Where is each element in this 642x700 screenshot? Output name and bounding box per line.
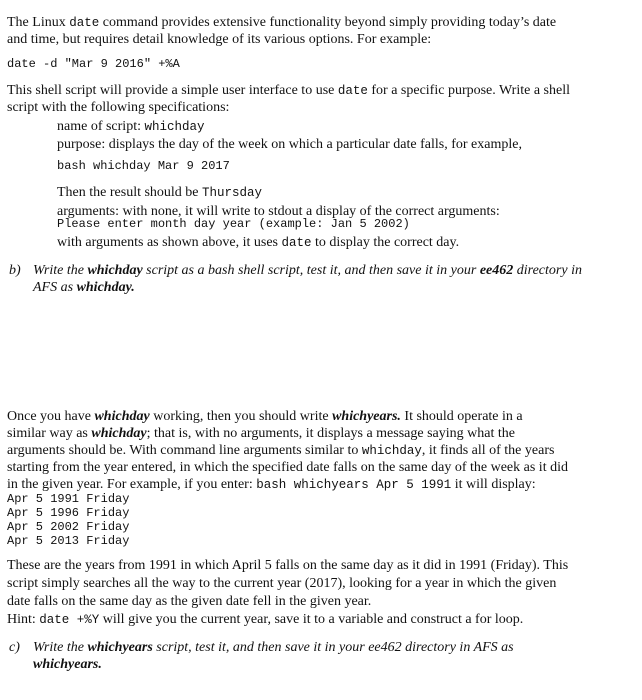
spec-line-2: script with the following specifications: <box>7 100 230 115</box>
task-c-line-2: whichyears. <box>33 657 102 672</box>
spec-args-prompt: Please enter month day year (example: Jan 5 2002) <box>57 217 410 231</box>
whichyears-line-1: Once you have whichday working, then you should write whichyears. It should operate in a <box>7 409 523 424</box>
intro-line-2: and time, but requires detail knowledge of its various options. For example: <box>7 32 432 47</box>
intro-line-1: The Linux date command provides extensive functionality beyond simply providing today’s date <box>7 15 557 30</box>
spec-args-none: arguments: with none, it will write to stdout a display of the correct arguments: <box>57 204 500 219</box>
whichyears-line-3: arguments should be. With command line arguments similar to whichday, it finds all of the years <box>7 443 555 458</box>
whichyears-output <box>7 492 641 548</box>
spec-purpose: purpose: displays the day of the week on which a particular date falls, for example, <box>57 137 522 152</box>
explain-line-3: date falls on the same day as the given date fell in the given year. <box>7 594 372 609</box>
task-b-line-2: AFS as whichday. <box>33 280 135 295</box>
task-b-label: b) <box>9 263 21 278</box>
output-line: Apr 5 1991 Friday <box>7 492 130 506</box>
output-line: Apr 5 1996 Friday <box>7 506 130 520</box>
task-b-line-1: Write the whichday script as a bash shell script, test it, and then save it in your ee462 directory in <box>33 263 582 278</box>
spec-example-command: bash whichday Mar 9 2017 <box>57 159 230 173</box>
explain-line-2: script simply searches all the way to the current year (2017), looking for a year in which the given <box>7 576 557 591</box>
spec-name: name of script: whichday <box>57 119 205 134</box>
spec-line-1: This shell script will provide a simple user interface to use date for a specific purpose. Write a shell <box>7 83 570 98</box>
whichyears-line-4: starting from the year entered, in which the specified date falls on the same day of the week as it did <box>7 460 568 475</box>
task-c-label: c) <box>9 640 20 655</box>
hint-line: Hint: date +%Y will give you the current year, save it to a variable and construct a for loop. <box>7 612 524 627</box>
task-c-line-1: Write the whichyears script, test it, and then save it in your ee462 directory in AFS as <box>33 640 514 655</box>
output-line: Apr 5 2013 Friday <box>7 534 130 548</box>
spec-result: Then the result should be Thursday <box>57 185 263 200</box>
output-line: Apr 5 2002 Friday <box>7 520 130 534</box>
whichyears-line-5: in the given year. For example, if you enter: bash whichyears Apr 5 1991 it will display: <box>7 477 536 492</box>
intro-example-command: date -d "Mar 9 2016" +%A <box>7 57 180 71</box>
whichyears-line-2: similar way as whichday; that is, with no arguments, it displays a message saying what the <box>7 426 515 441</box>
explain-line-1: These are the years from 1991 in which April 5 falls on the same day as it did in 1991 (Friday). This <box>7 558 569 573</box>
spec-args-with: with arguments as shown above, it uses date to display the correct day. <box>57 235 460 250</box>
